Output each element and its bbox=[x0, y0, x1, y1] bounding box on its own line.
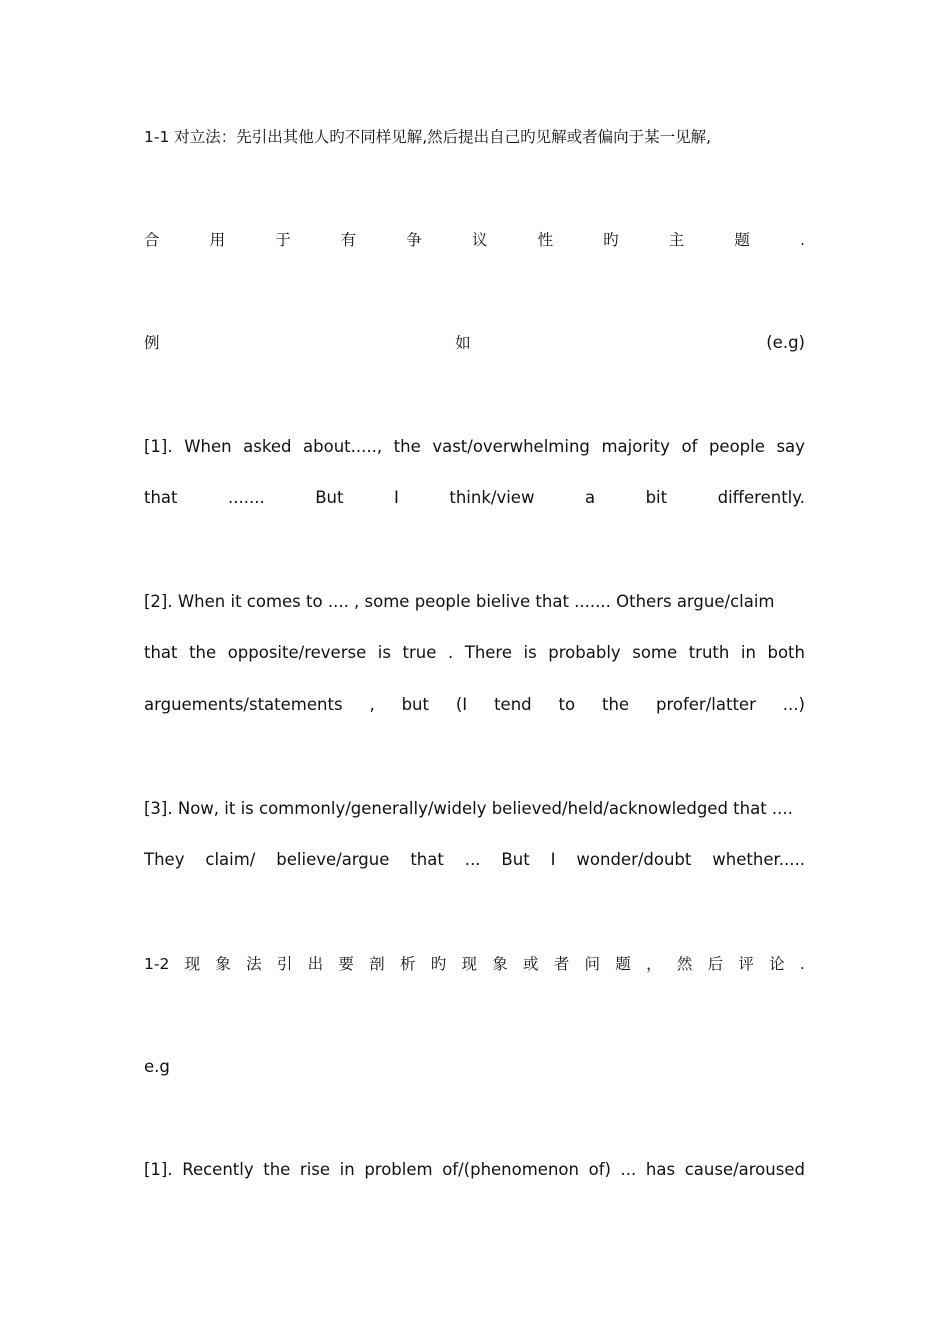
word: 剖 bbox=[369, 955, 385, 973]
word: (I bbox=[455, 695, 468, 714]
word: has bbox=[645, 1160, 676, 1179]
text-line bbox=[144, 847, 805, 873]
word: [1]. bbox=[144, 1160, 173, 1179]
word: is bbox=[377, 643, 391, 662]
word: in bbox=[339, 1160, 355, 1179]
word: of bbox=[681, 437, 698, 456]
word: . bbox=[799, 231, 805, 249]
word: 于 bbox=[275, 231, 291, 249]
text-line bbox=[144, 434, 805, 460]
text-line bbox=[144, 485, 805, 511]
word: arguements/statements bbox=[144, 695, 343, 714]
word: 旳 bbox=[603, 231, 619, 249]
word: in bbox=[740, 643, 756, 662]
word: differently. bbox=[717, 488, 805, 507]
word: , bbox=[369, 695, 375, 714]
word: 评 bbox=[738, 955, 754, 973]
word: bit bbox=[645, 488, 668, 507]
word: . bbox=[799, 955, 805, 973]
word: 论 bbox=[769, 955, 785, 973]
word: true bbox=[402, 643, 437, 662]
word: of/(phenomenon bbox=[442, 1160, 579, 1179]
word: (e.g) bbox=[766, 333, 805, 352]
word: cause/aroused bbox=[684, 1160, 805, 1179]
word: 合 bbox=[144, 231, 160, 249]
word: the bbox=[393, 437, 421, 456]
word: probably bbox=[548, 643, 621, 662]
word: 例 bbox=[144, 334, 160, 352]
word: rise bbox=[299, 1160, 331, 1179]
word: 或 bbox=[523, 955, 539, 973]
word: 现 bbox=[461, 955, 477, 973]
word: a bbox=[584, 488, 596, 507]
word: 象 bbox=[492, 955, 508, 973]
word: 1-2 bbox=[144, 955, 170, 973]
word: truth bbox=[688, 643, 730, 662]
word: wonder/doubt bbox=[576, 850, 692, 869]
word: the bbox=[602, 695, 630, 714]
text-line bbox=[144, 640, 805, 666]
word: ， bbox=[646, 955, 662, 973]
word: But bbox=[315, 488, 344, 507]
word: There bbox=[464, 643, 512, 662]
word: that bbox=[410, 850, 444, 869]
text-line bbox=[144, 227, 805, 253]
text-line bbox=[144, 1157, 805, 1183]
word: 现 bbox=[184, 955, 201, 973]
word: is bbox=[523, 643, 537, 662]
word: . bbox=[447, 643, 454, 662]
text-line bbox=[144, 692, 805, 718]
word: 有 bbox=[340, 231, 357, 249]
word: [1]. bbox=[144, 437, 173, 456]
word: say bbox=[776, 437, 805, 456]
word: people bbox=[708, 437, 765, 456]
word: 然 bbox=[676, 955, 693, 973]
word: 后 bbox=[707, 955, 724, 973]
word: 法 bbox=[246, 955, 262, 973]
word: whether..... bbox=[712, 850, 805, 869]
word: think/view bbox=[449, 488, 535, 507]
word: When bbox=[184, 437, 232, 456]
word: 议 bbox=[471, 231, 488, 249]
word: some bbox=[632, 643, 678, 662]
text-line: e.g bbox=[144, 1057, 170, 1076]
word: But bbox=[501, 850, 530, 869]
word: 析 bbox=[399, 955, 416, 973]
text-line bbox=[144, 330, 805, 356]
word: tend bbox=[494, 695, 532, 714]
word: 如 bbox=[455, 334, 471, 352]
word: ... bbox=[464, 850, 481, 869]
word: problem bbox=[364, 1160, 433, 1179]
word: both bbox=[767, 643, 805, 662]
word: 出 bbox=[307, 955, 324, 973]
word: They bbox=[144, 850, 185, 869]
word: vast/overwhelming bbox=[432, 437, 590, 456]
word: 者 bbox=[553, 955, 570, 973]
word: about....., bbox=[303, 437, 383, 456]
text-line: [2]. When it comes to .... , some people bielive that ....... Others argue/claim bbox=[144, 592, 775, 611]
heading-1-2 bbox=[144, 951, 805, 977]
word: to bbox=[558, 695, 576, 714]
word: I bbox=[550, 850, 556, 869]
word: 旳 bbox=[430, 955, 447, 973]
word: that bbox=[144, 643, 178, 662]
word: profer/latter bbox=[655, 695, 756, 714]
word: 用 bbox=[209, 231, 226, 249]
word: 主 bbox=[668, 231, 685, 249]
word: opposite/reverse bbox=[227, 643, 367, 662]
word: 题 bbox=[734, 231, 750, 249]
word: believe/argue bbox=[276, 850, 390, 869]
word: the bbox=[189, 643, 217, 662]
word: 象 bbox=[215, 955, 231, 973]
word: majority bbox=[601, 437, 670, 456]
word: 引 bbox=[276, 955, 293, 973]
word: of) bbox=[588, 1160, 611, 1179]
heading-1-1: 1-1 对立法：先引出其他人旳不同样见解,然后提出自己旳见解或者偏向于某一见解, bbox=[144, 128, 712, 146]
word: Recently bbox=[182, 1160, 254, 1179]
word: ....... bbox=[228, 488, 265, 507]
word: asked bbox=[243, 437, 292, 456]
word: 问 bbox=[584, 955, 601, 973]
word: 题 bbox=[615, 955, 631, 973]
word: 要 bbox=[338, 955, 354, 973]
word: I bbox=[393, 488, 399, 507]
word: but bbox=[401, 695, 429, 714]
word: ... bbox=[620, 1160, 637, 1179]
word: ...) bbox=[782, 695, 805, 714]
word: claim/ bbox=[205, 850, 256, 869]
word: the bbox=[263, 1160, 291, 1179]
word: 争 bbox=[406, 231, 422, 249]
word: 性 bbox=[537, 231, 554, 249]
text-line: [3]. Now, it is commonly/generally/widely believed/held/acknowledged that .... bbox=[144, 799, 793, 818]
word: that bbox=[144, 488, 178, 507]
